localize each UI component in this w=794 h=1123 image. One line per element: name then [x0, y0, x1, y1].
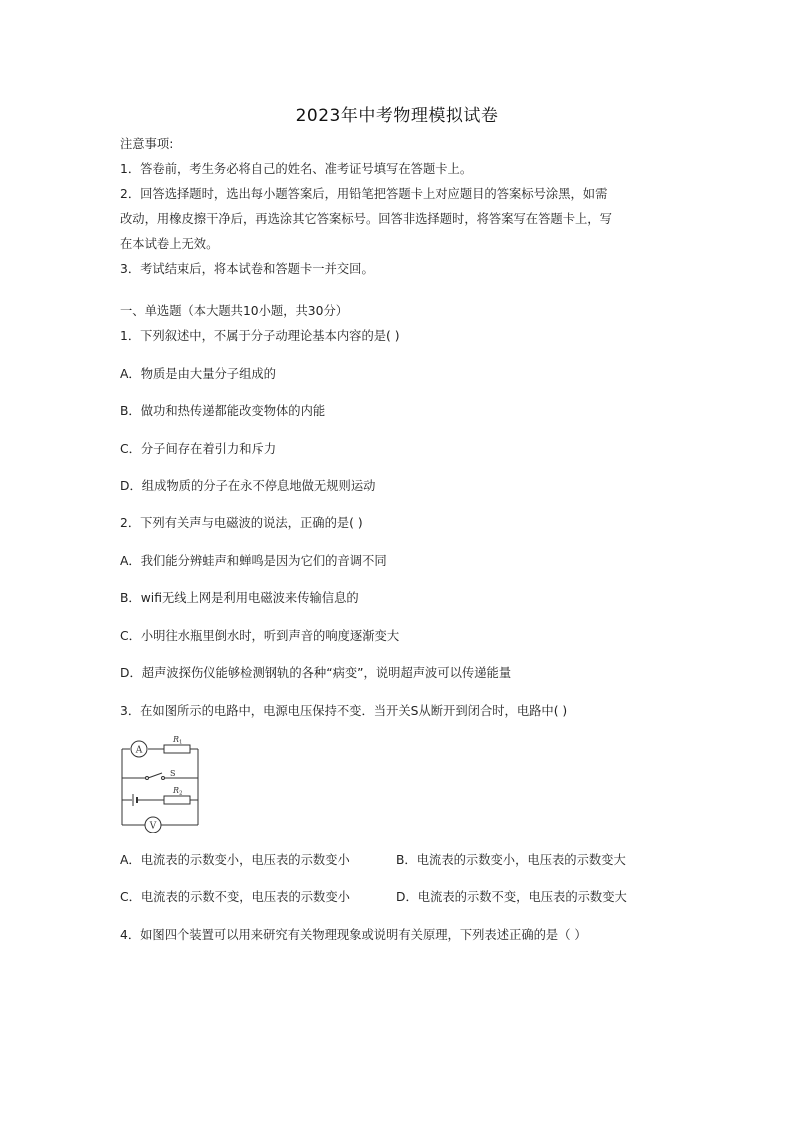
question-1-option-b: B．做功和热传递都能改变物体的内能	[120, 404, 326, 418]
resistor-r2-label: R	[173, 786, 180, 795]
resistor-r1-label: R	[173, 735, 180, 744]
question-1-option-c: C．分子间存在着引力和斥力	[120, 442, 277, 456]
note-line-2: 2．回答选择题时，选出每小题答案后，用铅笔把答题卡上对应题目的答案标号涂黑，如需	[120, 187, 608, 201]
note-line-4: 在本试卷上无效。	[120, 237, 219, 251]
ammeter-label: A	[135, 745, 143, 756]
note-line-5: 3．考试结束后，将本试卷和答题卡一并交回。	[120, 262, 374, 276]
switch-label: S	[170, 769, 176, 778]
question-2-option-b: B．wifi无线上网是利用电磁波来传输信息的	[120, 591, 359, 605]
question-2-stem: 2．下列有关声与电磁波的说法，正确的是( )	[120, 516, 363, 530]
resistor-r1-subscript: 1	[179, 739, 183, 746]
circuit-diagram	[118, 733, 206, 833]
question-3-option-d: D．电流表的示数不变，电压表的示数变大	[396, 890, 627, 904]
question-1-option-d: D．组成物质的分子在永不停息地做无规则运动	[120, 479, 376, 493]
question-1-option-a: A．物质是由大量分子组成的	[120, 367, 276, 381]
section-heading: 一、单选题（本大题共10小题，共30分）	[120, 304, 349, 318]
question-3-option-c: C．电流表的示数不变，电压表的示数变小	[120, 890, 350, 904]
note-line-1: 1．答卷前，考生务必将自己的姓名、准考证号填写在答题卡上。	[120, 162, 473, 176]
question-1-stem: 1．下列叙述中，不属于分子动理论基本内容的是( )	[120, 329, 400, 343]
question-2-option-d: D．超声波探伤仪能够检测钢轨的各种“病变”，说明超声波可以传递能量	[120, 666, 512, 680]
resistor-r2-subscript: 2	[179, 790, 183, 797]
voltmeter-label: V	[149, 821, 157, 832]
question-3-option-a: A．电流表的示数变小，电压表的示数变小	[120, 853, 350, 867]
exam-title: 2023年中考物理模拟试卷	[295, 106, 499, 126]
note-line-3: 改动，用橡皮擦干净后，再选涂其它答案标号。回答非选择题时，将答案写在答题卡上，写	[120, 212, 612, 226]
question-3-stem: 3．在如图所示的电路中，电源电压保持不变．当开关S从断开到闭合时，电路中( )	[120, 704, 568, 718]
switch-contact-right-icon	[162, 777, 165, 780]
resistor-r1-icon	[164, 745, 190, 753]
resistor-r2-icon	[164, 796, 190, 804]
question-4-stem: 4．如图四个装置可以用来研究有关物理现象或说明有关原理，下列表述正确的是（ ）	[120, 928, 587, 942]
switch-contact-left-icon	[146, 777, 149, 780]
question-2-option-a: A．我们能分辨蛙声和蝉鸣是因为它们的音调不同	[120, 554, 387, 568]
question-3-option-b: B．电流表的示数变小，电压表的示数变大	[396, 853, 626, 867]
notes-heading: 注意事项:	[120, 137, 174, 151]
question-2-option-c: C．小明往水瓶里倒水时，听到声音的响度逐渐变大	[120, 629, 400, 643]
